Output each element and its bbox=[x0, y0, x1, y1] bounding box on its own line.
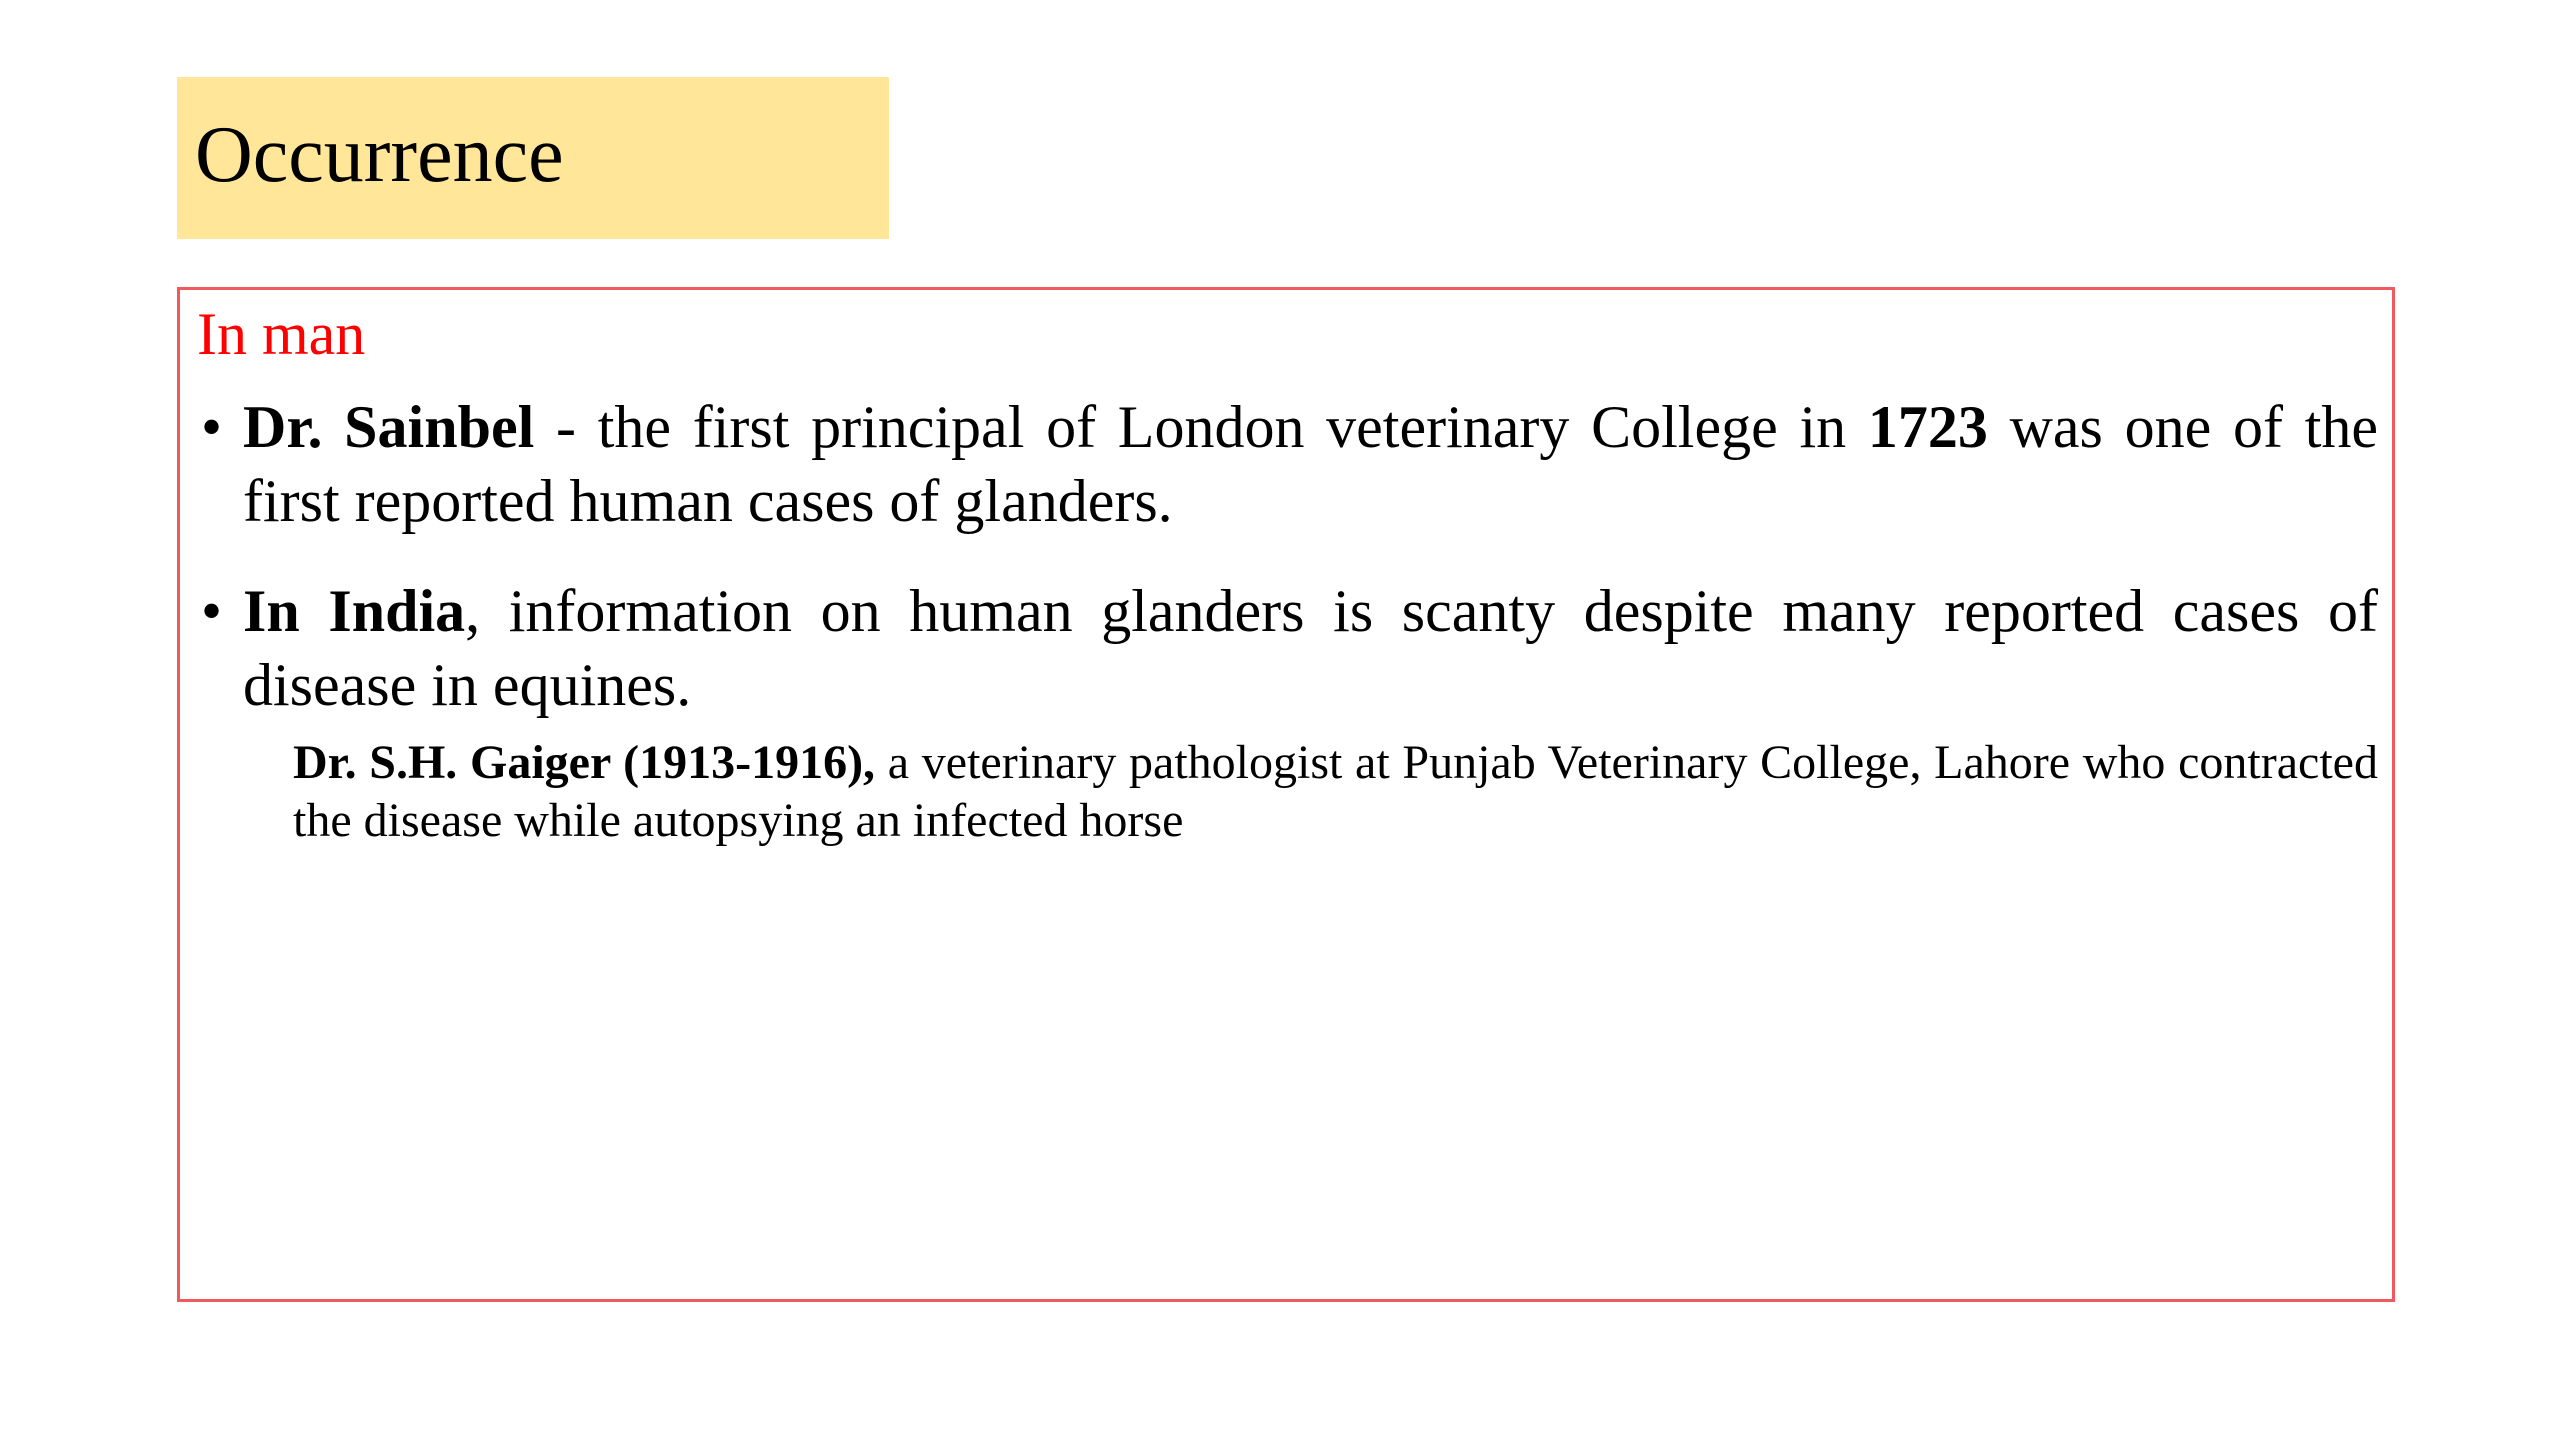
bullet-bold-lead: In India bbox=[243, 578, 466, 644]
bullet-text: , information on human glanders is scanty despite many reported cases of disease in equines. bbox=[243, 578, 2378, 718]
bullet-dot-icon: • bbox=[201, 578, 223, 644]
bullet-text: - the first principal of London veterinary College in bbox=[534, 394, 1868, 460]
slide-title: Occurrence bbox=[195, 111, 564, 199]
section-heading: In man bbox=[197, 301, 366, 367]
bullet-bold-lead: Dr. Sainbel bbox=[243, 394, 535, 460]
bullet-item bbox=[201, 390, 2378, 538]
bullet-item bbox=[201, 574, 2378, 722]
bullet-dot-icon: • bbox=[201, 394, 223, 460]
bullet-text: was one of the first reported human cases of glanders. bbox=[243, 394, 2378, 534]
sub-item-bold-lead: Dr. S.H. Gaiger (1913-1916), bbox=[293, 736, 876, 789]
slide-title-banner bbox=[177, 77, 889, 239]
bullet-bold-year: 1723 bbox=[1867, 394, 1988, 460]
sub-item bbox=[293, 734, 2378, 850]
content-panel bbox=[177, 287, 2395, 1302]
sub-item-text: a veterinary pathologist at Punjab Veterinary College, Lahore who contracted the disease while autopsying an infected horse bbox=[293, 736, 2378, 847]
